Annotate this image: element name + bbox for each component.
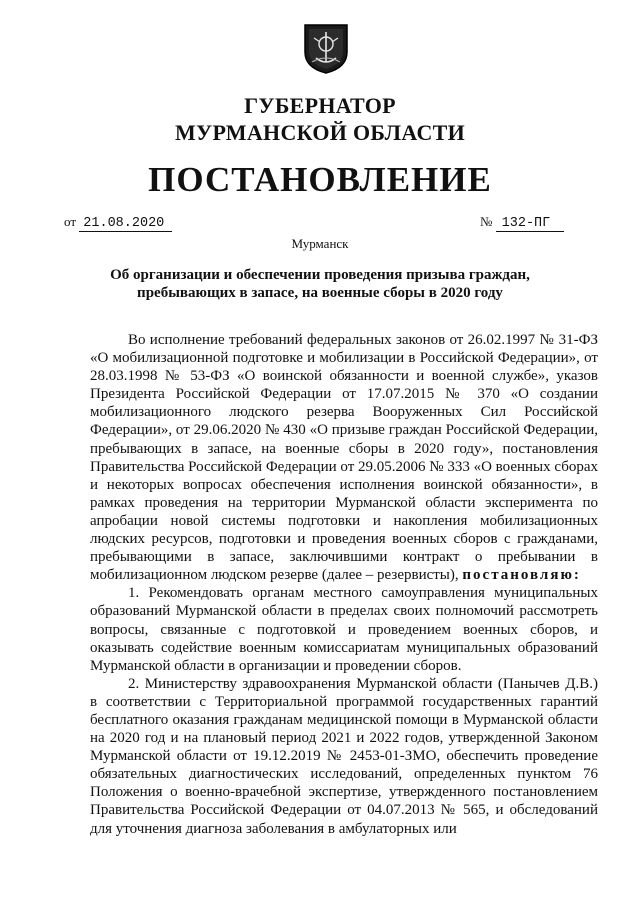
city-name: Мурманск [291, 236, 349, 251]
issuing-authority [0, 92, 640, 146]
title-line-2: пребывающих в запасе, на военные сборы в 2020 году [137, 285, 503, 301]
coat-of-arms-icon [302, 22, 350, 74]
document-type: ПОСТАНОВЛЕНИЕ [148, 160, 492, 199]
number-value: 132-ПГ [496, 216, 565, 232]
item-1-paragraph: 1. Рекомендовать органам местного самоуправления муниципальных образований Мурманской области в пределах своих полномочий рассмотреть вопросы, связанные с подготовкой и проведением военных сборов, и оказывать содействие военным комиссариатам муниципальных образований Мурманской области в организации и проведении сборов. [90, 585, 598, 674]
authority-line-1: ГУБЕРНАТОР [244, 93, 396, 118]
document-date [64, 214, 172, 231]
title-line-1: Об организации и обеспечении проведения призыва граждан, [110, 267, 530, 283]
authority-line-2: МУРМАНСКОЙ ОБЛАСТИ [174, 120, 466, 145]
document-body [90, 331, 598, 838]
preamble-text: Во исполнение требований федеральных законов от 26.02.1997 № 31-ФЗ «О мобилизационной подготовке и мобилизации в Российской Федерации», от 28.03.1998 № 53-ФЗ «О воинской обязанности и военной службе», указов Президента Российской Федерации от 17.07.2015 № 370 «О создании мобилизационного людского резерва Вооруженных Сил Российской Федерации», от 29.06.2020 № 430 «О призыве граждан Российской Федерации, пребывающих в запасе, на военные сборы в 2020 году», постановления Правительства Российской Федерации от 29.05.2006 № 333 «О военных сборах и некоторых вопросах обеспечения исполнения воинской обязанности», в рамках проведения на территории Мурманской области эксперимента по апробации новой системы подготовки и накопления мобилизационных людских ресурсов, подготовки и проведения военных сборов с гражданами, пребывающими в запасе, заключившими контракт о пребывании в мобилизационном людском резерве (далее – резервисты), [90, 332, 598, 584]
item-2-paragraph: 2. Министерству здравоохранения Мурманской области (Панычев Д.В.) в соответствии с Территориальной программой государственных гарантий бесплатного оказания гражданам медицинской помощи в Мурманской области на 2020 год и на плановый период 2021 и 2022 годов, утвержденной Законом Мурманской области от 19.12.2019 № 2453-01-ЗМО, обеспечить проведение обязательных диагностических исследований, определенных пунктом 76 Положения о военно-врачебной экспертизе, утвержденного постановлением Правительства Российской Федерации от 04.07.2013 № 565, и обследований для уточнения диагноза заболевания в амбулаторных или [90, 675, 598, 837]
date-prefix: от [64, 214, 77, 229]
decree-word: постановляю: [462, 567, 581, 584]
preamble-paragraph [90, 331, 598, 584]
document-number [480, 214, 564, 231]
number-prefix: № [480, 214, 493, 229]
document-title [60, 266, 580, 302]
date-value: 21.08.2020 [79, 216, 172, 232]
